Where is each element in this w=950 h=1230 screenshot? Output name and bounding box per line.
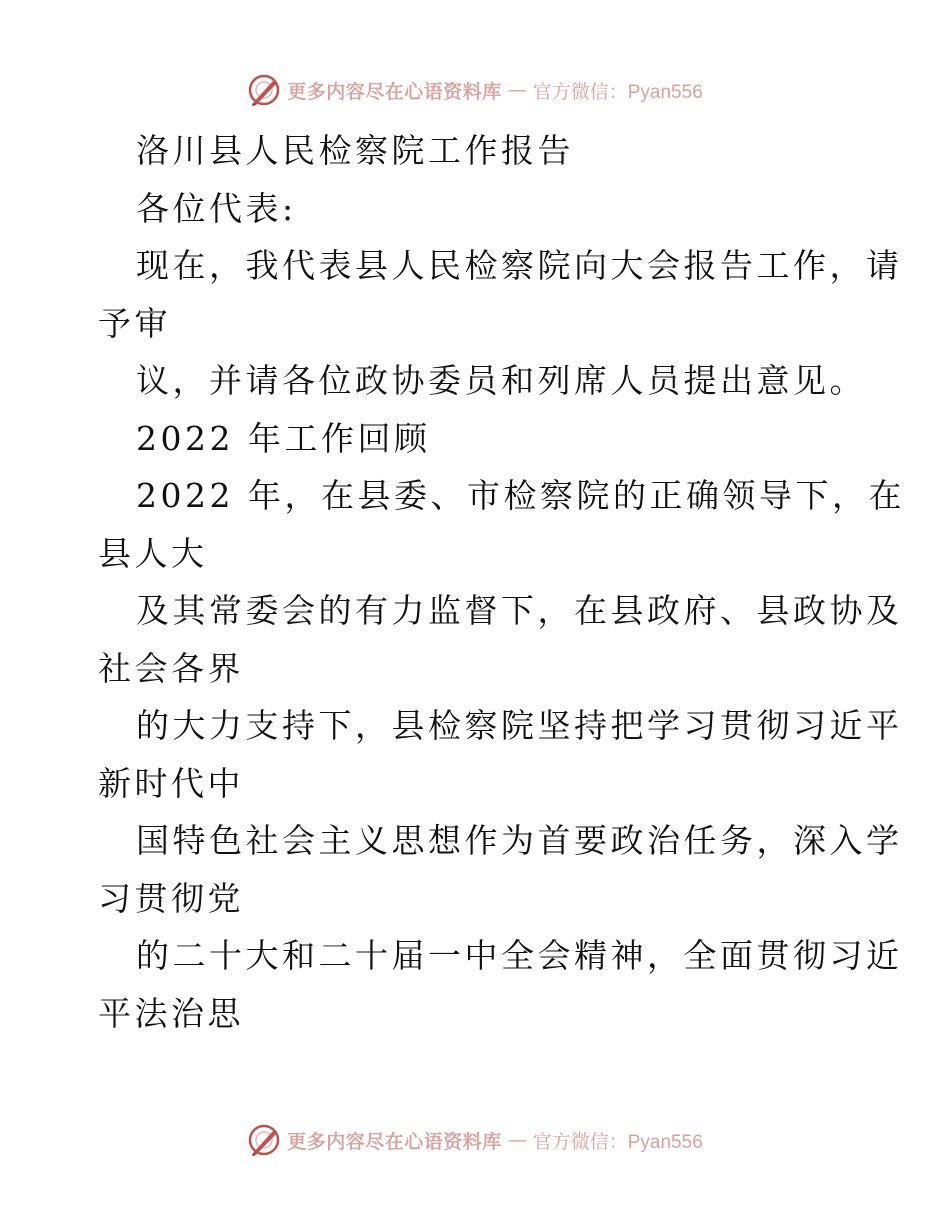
watermark-dash: — [507,79,527,101]
text-line: 新时代中 [98,763,244,803]
text-line: 现在，我代表县人民检察院向大会报告工作，请 [136,246,903,285]
document-title: 洛川县人民检察院工作报告 [136,131,574,170]
text-line: 及其常委会的有力监督下，在县政府、县政协及 [136,591,903,630]
text-line: 各位代表: [136,188,297,228]
text-line: 2022 年工作回顾 [136,418,431,458]
text-line: 社会各界 [98,648,244,688]
text-line: 平法治思 [98,993,244,1033]
watermark-group [247,1123,703,1157]
text-line: 国特色社会主义思想作为首要政治任务，深入学 [136,821,903,860]
text-line: 予审 [98,303,171,343]
document-body [98,122,905,1042]
footer-watermark [0,1120,950,1160]
text-line: 的二十大和二十届一中全会精神，全面贯彻习近 [136,936,903,975]
text-line: 议，并请各位政协委员和列席人员提出意见。 [136,361,866,400]
watermark-group [247,73,703,107]
watermark-wechat: 官方微信：Pyan556 [532,1131,703,1153]
text-line: 县人大 [98,533,208,573]
pen-logo-icon [247,1123,281,1157]
header-watermark [0,70,950,110]
text-line: 的大力支持下，县检察院坚持把学习贯彻习近平 [136,706,903,745]
watermark-dash: — [507,1129,527,1151]
text-line: 习贯彻党 [98,878,244,918]
pen-logo-icon [247,73,281,107]
text-line: 2022 年，在县委、市检察院的正确领导下，在 [136,476,905,515]
watermark-text: 更多内容尽在心语资料库 [287,1130,502,1153]
watermark-text: 更多内容尽在心语资料库 [287,80,502,103]
watermark-wechat: 官方微信：Pyan556 [532,81,703,103]
